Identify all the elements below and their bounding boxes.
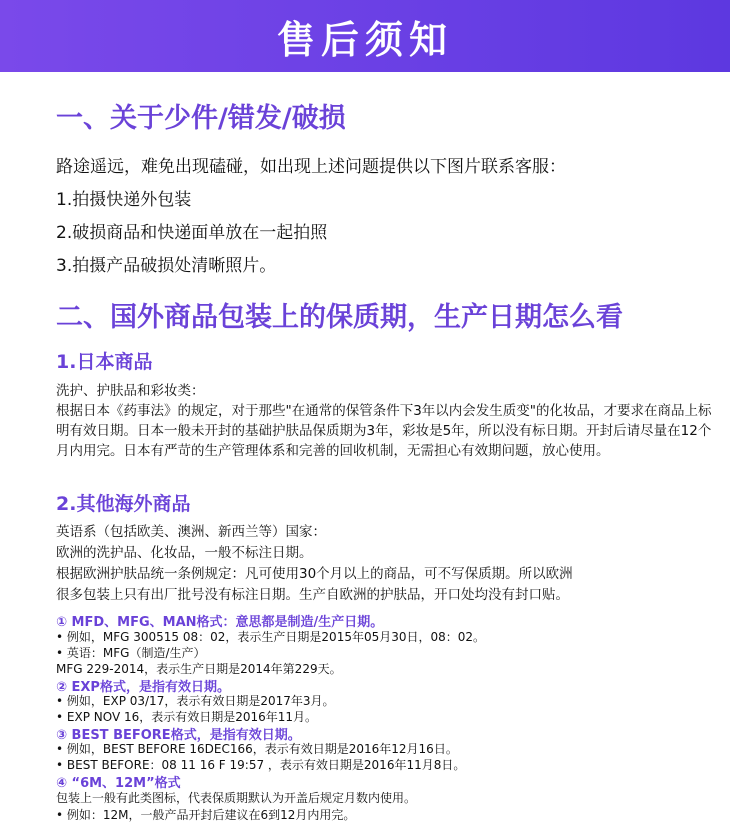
- japan-label: 洗护、护肤品和彩妆类：: [56, 383, 205, 399]
- section1-item: 3.拍摄产品破损处清晰照片。: [56, 256, 277, 276]
- japan-body: 根据日本《药事法》的规定，对于那些"在通常的保管条件下3年以内会发生质变"的化妆品，才要求在商品上标明有效日期。日本一般未开封的基础护肤品保质期为3年，彩妆是5年，所以没有标日期。开封后请尽量在12个月内用完。日本有严苛的生产管理体系和完善的回收机制，无需担心有效期问题，放心使用。: [56, 403, 712, 459]
- format-line: • 例如，EXP 03/17，表示有效日期是2017年3月。: [56, 694, 335, 708]
- section2-heading: 二、国外商品包装上的保质期，生产日期怎么看: [56, 302, 623, 333]
- format-line: • 例如，MFG 300515 08：02，表示生产日期是2015年05月30日，08：02。: [56, 630, 486, 644]
- header-banner: [0, 0, 730, 72]
- overseas-line: 英语系（包括欧美、澳洲、新西兰等）国家：: [56, 524, 326, 540]
- format-line: MFG 229-2014，表示生产日期是2014年第229天。: [56, 662, 342, 676]
- japan-heading: 1.日本商品: [56, 351, 153, 373]
- section1-item: 1.拍摄快递外包装: [56, 190, 192, 210]
- format-line: 包装上一般有此类图标，代表保质期默认为开盖后规定月数内使用。: [56, 791, 417, 805]
- overseas-line: 很多包装上只有出厂批号没有标注日期。生产自欧洲的护肤品，开口处均没有封口贴。: [56, 587, 569, 603]
- format-line: • 例如，BEST BEFORE 16DEC166，表示有效日期是2016年12月16日。: [56, 742, 458, 756]
- section1-item: 2.破损商品和快递面单放在一起拍照: [56, 223, 328, 243]
- page-title: 售后须知: [276, 17, 453, 62]
- section1-heading: 一、关于少件/错发/破损: [56, 103, 346, 134]
- overseas-line: 根据欧洲护肤品统一条例规定：凡可使用30个月以上的商品，可不写保质期。所以欧洲: [56, 566, 573, 582]
- format-heading: ① MFD、MFG、MAN格式：意思都是制造/生产日期。: [56, 615, 384, 630]
- overseas-heading: 2.其他海外商品: [56, 493, 191, 515]
- format-heading: ② EXP格式，是指有效日期。: [56, 680, 230, 695]
- format-heading: ④ “6M、12M”格式: [56, 776, 181, 791]
- overseas-line: 欧洲的洗护品、化妆品，一般不标注日期。: [56, 545, 313, 561]
- format-line: • 例如：12M，一般产品开封后建议在6到12月内用完。: [56, 808, 356, 822]
- section1-intro: 路途遥远，难免出现磕碰，如出现上述问题提供以下图片联系客服：: [56, 157, 566, 177]
- format-line: • 英语：MFG（制造/生产）: [56, 646, 206, 660]
- format-line: • EXP NOV 16，表示有效日期是2016年11月。: [56, 710, 318, 724]
- format-heading: ③ BEST BEFORE格式，是指有效日期。: [56, 728, 301, 743]
- format-line: • BEST BEFORE：08 11 16 F 19:57 ，表示有效日期是2016年11月8日。: [56, 758, 466, 772]
